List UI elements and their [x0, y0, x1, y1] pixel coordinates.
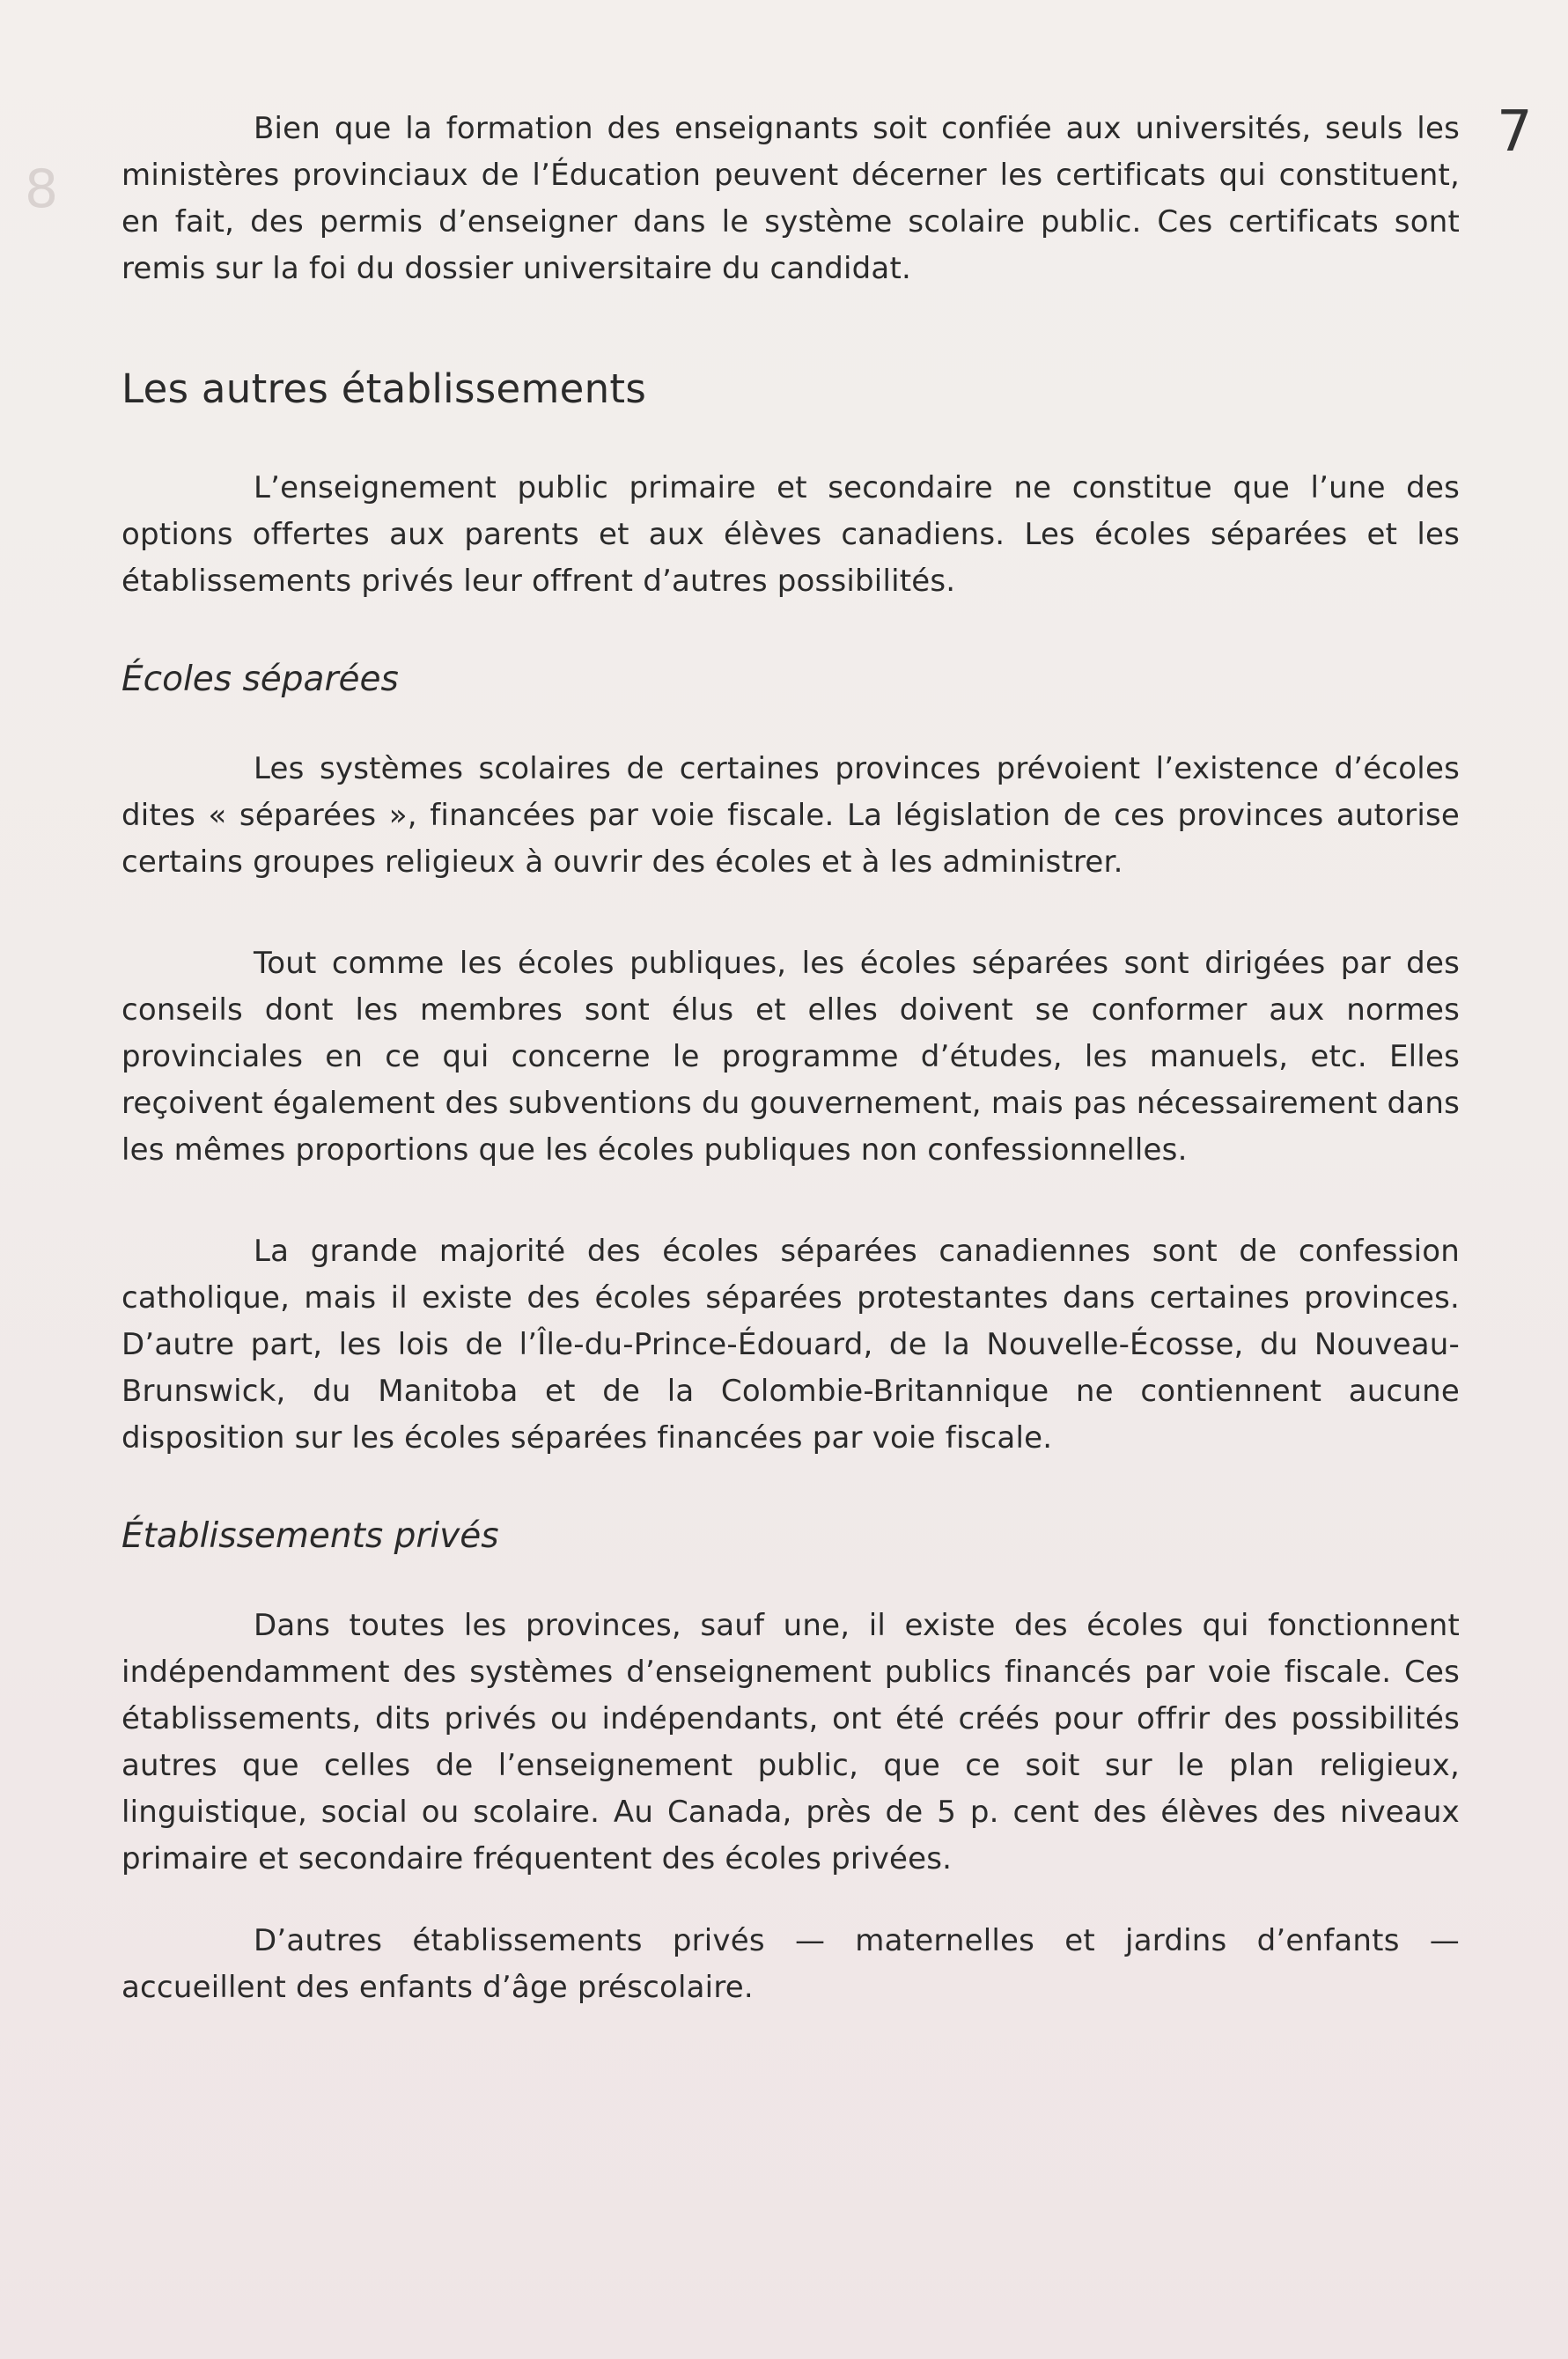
- bleed-through-mark: 8: [25, 158, 59, 220]
- separate-schools-paragraph-2: Tout comme les écoles publiques, les écoles séparées sont dirigées par des conseils dont les membres sont élus et elles doivent se conformer aux normes provinciales en ce qui concerne le programme d’études, les manuels, etc. Elles reçoivent également des subventions du gouvernement, mais pas nécessairement dans les mêmes proportions que les écoles publiques non confessionnelles.: [121, 946, 1460, 1168]
- page-content: [121, 106, 1460, 2011]
- other-establishments-paragraph: L’enseignement public primaire et secondaire ne constitue que l’une des options offertes aux parents et aux élèves canadiens. Les écoles séparées et les établissements privés leur offrent d’autres possibilités.: [121, 470, 1460, 599]
- separate-schools-paragraph-3: La grande majorité des écoles séparées canadiennes sont de confession catholique, mais il existe des écoles séparées protestantes dans certaines provinces. D’autre part, les lois de l’Île-du-Prince-Édouard, de la Nouvelle-Écosse, du Nouveau-Brunswick, du Manitoba et de la Colombie-Britannique ne contiennent aucune disposition sur les écoles séparées financées par voie fiscale.: [121, 1234, 1460, 1456]
- separate-schools-paragraph-1: Les systèmes scolaires de certaines provinces prévoient l’existence d’écoles dites « séparées », financées par voie fiscale. La législation de ces provinces autorise certains groupes religieux à ouvrir des écoles et à les administrer.: [121, 751, 1460, 880]
- private-establishments-paragraph-1: Dans toutes les provinces, sauf une, il existe des écoles qui fonctionnent indépendamment des systèmes d’enseignement publics financés par voie fiscale. Ces établissements, dits privés ou indépendants, ont été créés pour offrir des possibilités autres que celles de l’enseignement public, que ce soit sur le plan religieux, linguistique, social ou scolaire. Au Canada, près de 5 p. cent des élèves des niveaux primaire et secondaire fréquentent des écoles privées.: [121, 1608, 1460, 1876]
- private-establishments-paragraph-2: D’autres établissements privés — maternelles et jardins d’enfants — accueillent des enfants d’âge préscolaire.: [121, 1923, 1460, 2005]
- section-heading-other-establishments: Les autres établissements: [121, 365, 647, 412]
- subsection-heading-separate-schools: Écoles séparées: [121, 660, 399, 699]
- subsection-heading-private-establishments: Établissements privés: [121, 1516, 499, 1556]
- intro-paragraph: Bien que la formation des enseignants soit confiée aux universités, seuls les ministères provinciaux de l’Éducation peuvent décerner les certificats qui constituent, en fait, des permis d’enseigner dans le système scolaire public. Ces certificats sont remis sur la foi du dossier universitaire du candidat.: [121, 111, 1460, 286]
- page-number: 7: [1497, 100, 1533, 165]
